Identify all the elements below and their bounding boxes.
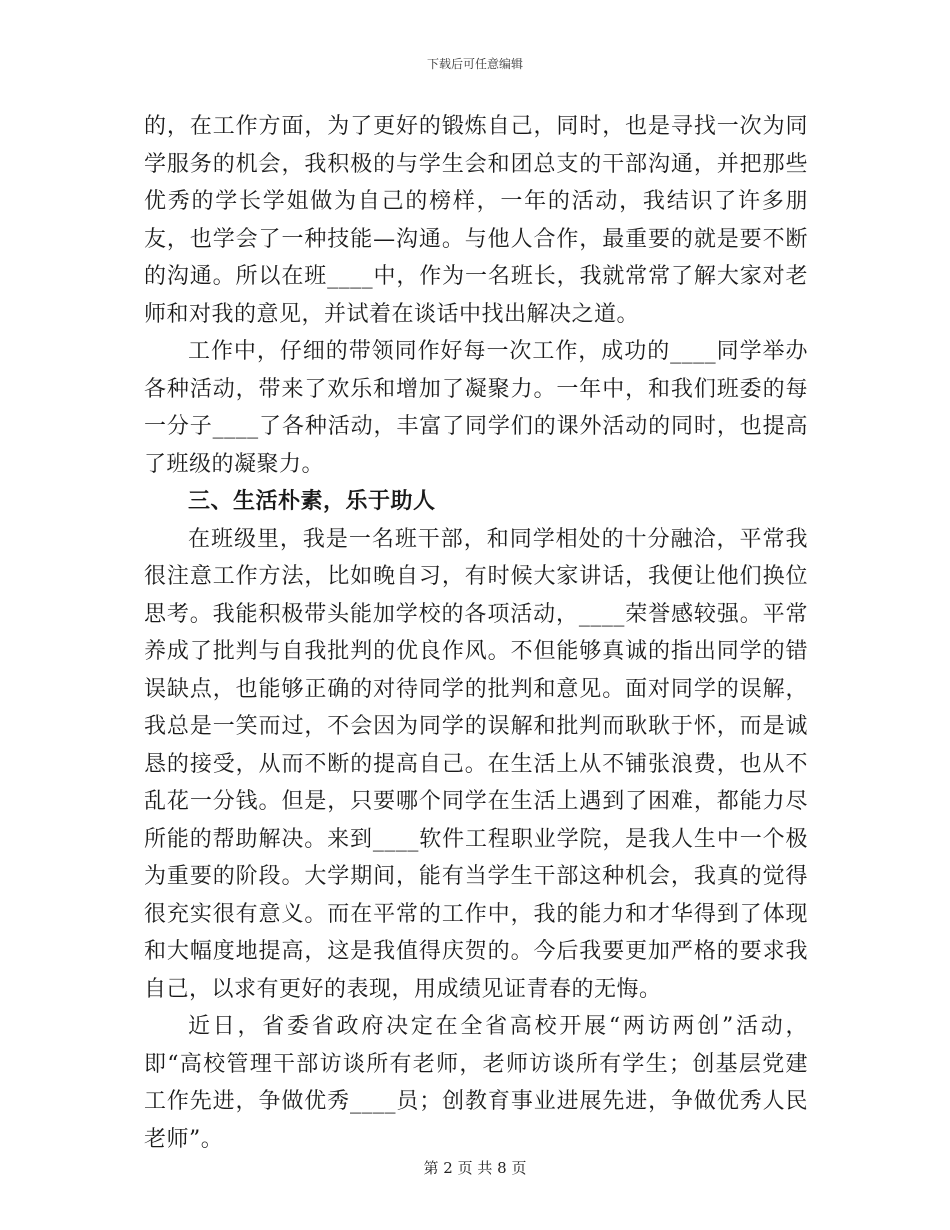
page-header: 下载后可任意编辑 [426,57,523,71]
paragraph-two-visits: 近日，省委省政府决定在全省高校开展“两访两创”活动，即“高校管理干部访谈所有老师，老师访谈所有学生；创基层党建工作先进，争做优秀____员；创教育事业进展先进，争做优秀人民老师”。 [144,1014,808,1152]
paragraph-work-activities: 工作中，仔细的带领同作好每一次工作，成功的____同学举办各种活动，带来了欢乐和增加了凝聚力。一年中，和我们班委的每一分子____了各种活动，丰富了同学们的课外活动的同时，也提高了班级的凝聚力。 [144,339,808,477]
paragraph-work-communication: 的，在工作方面，为了更好的锻炼自己，同时，也是寻找一次为同学服务的机会，我积极的与学生会和团总支的干部沟通，并把那些优秀的学长学姐做为自己的榜样，一年的活动，我结识了许多朋友，也学会了一种技能—沟通。与他人合作，最重要的就是要不断的沟通。所以在班____中，作为一名班长，我就常常了解大家对老师和对我的意见，并试着在谈话中找出解决之道。 [144,114,808,327]
section-heading-life: 三、生活朴素，乐于助人 [188,488,436,514]
document-body [144,108,808,1158]
page-footer: 第 2 页 共 8 页 [423,1159,527,1177]
paragraph-class-life: 在班级里，我是一名班干部，和同学相处的十分融洽，平常我很注意工作方法，比如晚自习，有时候大家讲话，我便让他们换位思考。我能积极带头能加学校的各项活动，____荣誉感较强。平常养成了批判与自我批判的优良作风。不但能够真诚的指出同学的错误缺点，也能够正确的对待同学的批判和意见。面对同学的误解，我总是一笑而过，不会因为同学的误解和批判而耿耿于怀，而是诚恳的接受，从而不断的提高自己。在生活上从不铺张浪费，也从不乱花一分钱。但是，只要哪个同学在生活上遇到了困难，都能力尽所能的帮助解决。来到____软件工程职业学院，是我人生中一个极为重要的阶段。大学期间，能有当学生干部这种机会，我真的觉得很充实很有意义。而在平常的工作中，我的能力和才华得到了体现和大幅度地提高，这是我值得庆贺的。今后我要更加严格的要求我自己，以求有更好的表现，用成绩见证青春的无悔。 [144,526,808,1002]
